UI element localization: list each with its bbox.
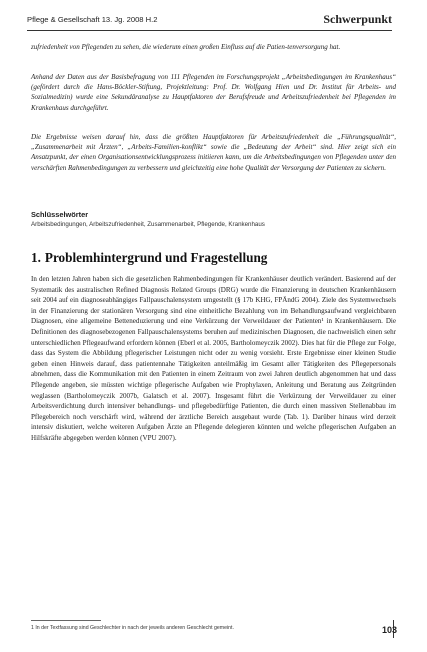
abstract-paragraph-1: zufriedenheit von Pflegenden zu sehen, die wiederum einen großen Einfluss auf die Patien-tenversorgung hat. [31,43,341,51]
abstract-paragraph-2: Anhand der Daten aus der Basisbefragung von 111 Pflegenden im Forschungsprojekt „Arbeitsbedingungen im Krankenhaus“ (gefördert durch die Hans-Böckler-Stiftung, Projektleitung: Prof. Dr. Wolfgang Hien und Dr. Institut für Arbeits- und Sozialmedizin) wurde eine Sekundäranalyse zu Hauptfaktoren der Berufsfreude und Arbeitszufriedenheit bei Pflegenden im Krankenhaus durchgeführt. [31,73,396,112]
abstract-paragraph-3: Die Ergebnisse weisen darauf hin, dass die größten Hauptfaktoren für Arbeitszufriedenheit die „Führungsqualität“, „Zusammenarbeit mit Ärzten“, „Arbeits-Familien-konflikt“ sowie die „Bedeutung der Arbeit“ sind. Hier zeigt sich ein Ansatzpunkt, der einen Organisationsentwicklungsprozess initiieren kann, um die Arbeitsbedingungen von Pflegenden unter den verschärften Rahmenbedingungen zu verbessern und gleichzeitig eine hohe Qualität der Versorgung der Patienten zu sichern. [31,133,396,172]
keywords-list: Arbeitsbedingungen, Arbeitszufriedenheit, Zusammenarbeit, Pflegende, Krankenhaus [31,221,265,228]
body-paragraph: In den letzten Jahren haben sich die gesetzlichen Rahmenbedingungen für Krankenhäuser deutlich verändert. Basierend auf der Systematik des australischen Refined Diagnosis Related Groups (DRG) wurde die Finanzierung in deutschen Krankenhäusern seit 2004 auf ein diagnoseabhängiges Fallpauschalensystem umgestellt (§ 17b KHG, FPÄndG 2004). Ziele des Systemwechsels in der Finanzierung der stationären Versorgung sind eine einheitliche Bezahlung von im Behandlungsaufwand vergleichbaren Diagnosen, eine allgemeine Betteneduzierung und eine Verkürzung der Verweildauer der Patienten¹ in Krankenhäusern. Die Definitionen des diagnosebezogenen Fallpauschalensystems beruhen auf medizinischen Diagnosen, die nachweislich einen sehr unterschiedlichen Pflegeaufwand erfordern können (Eberl et al. 2005, Bartholomeyczik 2002). Dies hat für die Pflege zur Folge, dass das System die Abbildung pflegerischer Leistungen nicht oder zu wenig vorsieht. Erste Ergebnisse einer kleinen Studie geben einen Hinweis darauf, dass patientennahe Tätigkeiten anteilmäßig im Gesamt aller Tätigkeiten des Pflegepersonals abnehmen, dass die Kommunikation mit den Patienten in einem Zeitraum von zwei Jahren deutlich abgenommen hat und dass Pflegende angeben, sie müssten wichtige pflegerische Aufgaben wie Prophylaxen, Anleitung und Beratung aus Zeitgründen weglassen (Bartholomeyczik 2007b, Galatsch et al. 2007). Insgesamt führt die Verkürzung der Verweildauer zu einer Arbeitsverdichtung durch intensiver behandlungs- und pflegebedürftige Patienten, die durch einen massiven Stellenabbau im Pflegebereich noch verschärft wird, während der ärztliche Bereich ausgebaut wurde (Tab. 1). Darüber hinaus wird derzeit intensiv diskutiert, welche weiteren Aufgaben Ärzte an Pflegende delegieren könnten und welche pflegerischen Aufgaben an Hilfskräfte abgegeben werden können (VPU 2007). [31,275,396,442]
journal-citation: Pflege & Gesellschaft 13. Jg. 2008 H.2 [27,15,158,24]
page-number: 103 [381,625,397,635]
section-label: Schwerpunkt [323,12,392,26]
footnote-divider [31,620,101,621]
section-number: 1. [31,250,41,265]
footnote: 1 In der Textfassung sind Geschlechter in nach der jeweils anderen Geschlecht gemeint. [31,625,234,631]
section-title: Problemhintergrund und Fragestellung [44,250,268,265]
page-header [27,12,392,31]
section-heading [31,250,271,266]
keywords-heading: Schlüsselwörter [31,210,89,219]
